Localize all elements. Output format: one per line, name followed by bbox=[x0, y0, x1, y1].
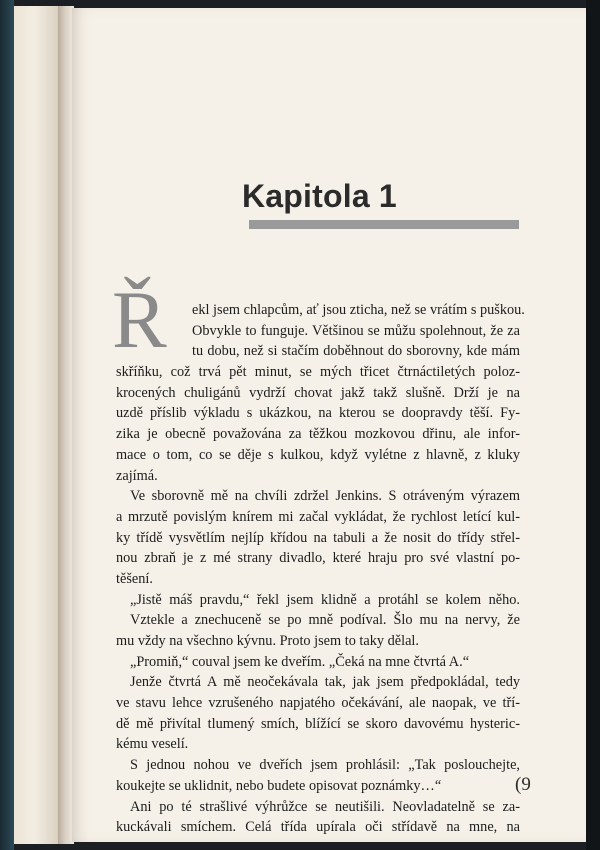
chapter-title-rule bbox=[249, 220, 519, 229]
left-page-edge bbox=[14, 6, 64, 844]
text-line: koukejte se uklidnit, nebo budete opisovat poznámky…“ bbox=[116, 777, 442, 794]
drop-cap: Ř bbox=[112, 274, 167, 365]
book-page bbox=[72, 8, 586, 842]
background-edge bbox=[586, 0, 600, 850]
text-line: nou zbraň je z mé strany divadlo, které hraju pro své vlastní po- bbox=[116, 550, 520, 567]
text-line: „Promiň,“ couval jsem ke dveřím. „Čeká na mne čtvrtá A.“ bbox=[130, 653, 470, 670]
text-line: a mrzutě povislým knírem mi začal vykládat, že rychlost letící kul- bbox=[116, 508, 520, 525]
text-line: Obvykle to funguje. Většinou se můžu spolehnout, že za bbox=[192, 322, 520, 339]
text-line: uzdě příslib výkladu s ukázkou, na kterou se doopravdy těší. Fy- bbox=[116, 405, 520, 422]
text-line: těšení. bbox=[116, 570, 153, 587]
text-line: „Jistě máš pravdu,“ řekl jsem klidně a protáhl se kolem něho. bbox=[130, 591, 520, 608]
text-line: ky třídě vysvětlím nejlíp křídou na tabuli a že nosit do třídy střel- bbox=[116, 529, 520, 546]
text-line: mace o tom, co se děje s kulkou, když vylétne z hlavně, z kluky bbox=[116, 446, 520, 463]
text-line: mu vždy na všechno kývnu. Proto jsem to taky dělal. bbox=[116, 633, 419, 649]
text-line: krocených chuligánů vydrží chovat jakž takž slušně. Drží je na bbox=[116, 384, 520, 401]
text-line: Ve sborovně mě na chvíli zdržel Jenkins. S otráveným výrazem bbox=[130, 488, 520, 505]
text-line: tu dobu, než si stačím doběhnout do sborovny, kde mám bbox=[192, 343, 520, 360]
text-line: Jenže čtvrtá A mě neočekávala tak, jak jsem předpokládal, tedy bbox=[130, 674, 520, 691]
text-line: zajímá. bbox=[116, 467, 158, 484]
book-spine-edge bbox=[0, 0, 14, 850]
text-line: zika je obecně považována za těžkou mozkovou dřinu, ale infor- bbox=[116, 426, 520, 443]
text-line: ekl jsem chlapcům, ať jsou zticha, než se vrátím s puškou. bbox=[192, 302, 525, 318]
text-line: Ani po té strašlivé výhrůžce se neutišili. Neovladatelně se za- bbox=[130, 798, 520, 815]
text-line: ve stavu lehce vzrušeného napjatého očekávání, ale naopak, ve tří- bbox=[116, 695, 520, 712]
page-number: (9 bbox=[515, 774, 531, 795]
text-line: skříňku, což trvá pět minut, se mých třicet čtrnáctiletých poloz- bbox=[116, 364, 520, 381]
chapter-title: Kapitola 1 bbox=[242, 178, 397, 214]
text-line: Vztekle a znechuceně se po mně podíval. Šlo mu na nervy, že bbox=[130, 612, 520, 629]
text-line: kému veselí. bbox=[116, 736, 189, 753]
text-line: kuckávali smíchem. Celá třída upírala oči střídavě na mne, na bbox=[116, 819, 520, 836]
body-text bbox=[116, 300, 525, 838]
text-line: S jednou nohou ve dveřích jsem prohlásil: „Tak poslouchejte, bbox=[130, 757, 520, 774]
text-line: dě mě přivítal tlumený smích, blížící se skoro davovému hysteric- bbox=[116, 715, 520, 732]
